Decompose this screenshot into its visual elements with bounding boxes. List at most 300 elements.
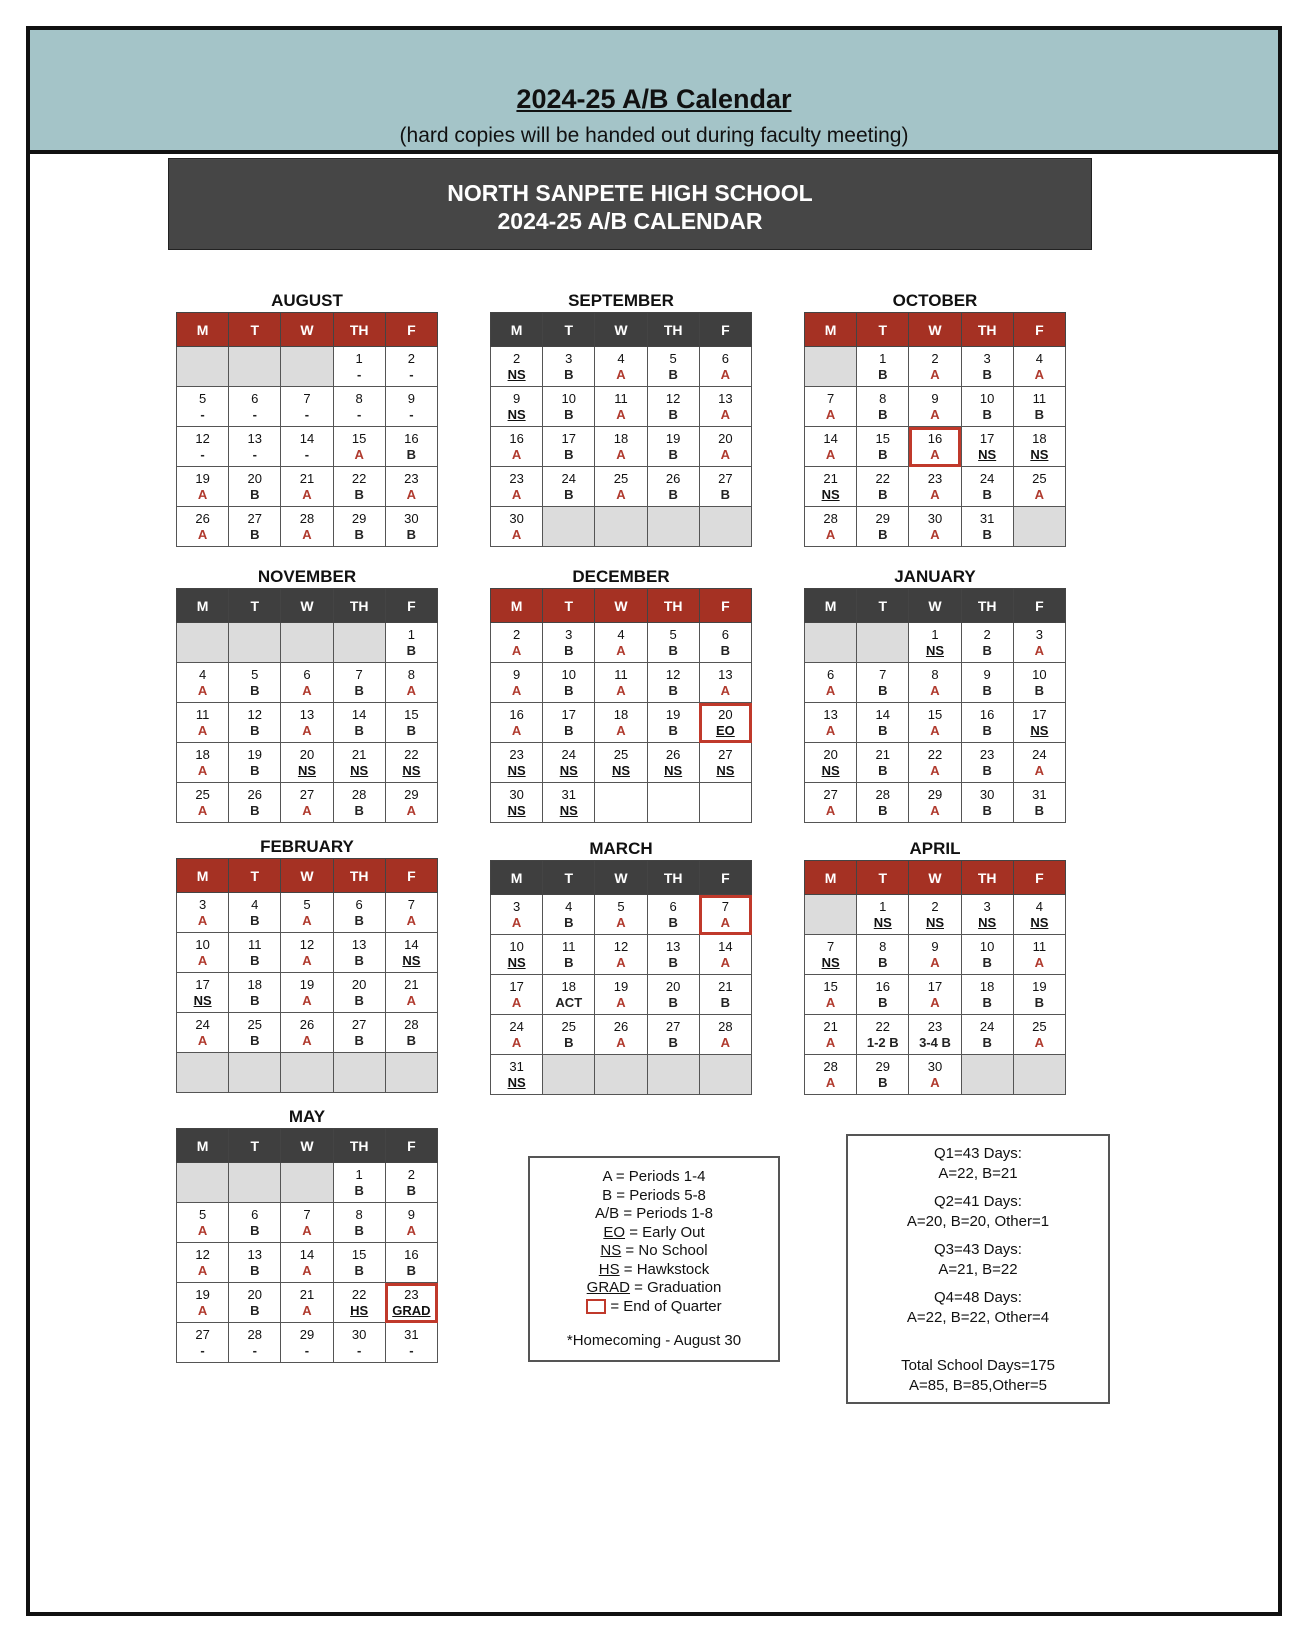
day-cell xyxy=(385,1203,437,1243)
day-cell xyxy=(857,1055,909,1095)
day-cell xyxy=(595,895,647,935)
day-number: 31 xyxy=(1032,786,1047,802)
day-number: 18 xyxy=(195,746,210,762)
day-code: B xyxy=(668,994,678,1010)
month-april xyxy=(804,838,1066,1095)
day-code: NS xyxy=(873,914,892,930)
total-days xyxy=(848,1356,1108,1396)
empty-day-cell xyxy=(177,1053,229,1093)
month-may xyxy=(176,1106,438,1363)
day-cell xyxy=(805,975,857,1015)
day-number: 2 xyxy=(983,626,991,642)
day-code: B xyxy=(354,1262,364,1278)
day-cell xyxy=(543,387,595,427)
day-cell xyxy=(229,1283,281,1323)
day-cell xyxy=(909,427,961,467)
day-code: B xyxy=(406,1032,417,1048)
day-number: 24 xyxy=(979,470,995,486)
month-grid xyxy=(804,588,1066,823)
day-cell xyxy=(177,663,229,703)
day-cell xyxy=(333,663,385,703)
week-row xyxy=(177,623,438,663)
weekday-header: T xyxy=(857,589,909,623)
day-cell xyxy=(281,1203,333,1243)
total-days-detail: A=85, B=85,Other=5 xyxy=(908,1377,1048,1394)
week-row xyxy=(805,347,1066,387)
day-code: A xyxy=(1034,1034,1045,1050)
day-cell xyxy=(857,935,909,975)
school-name: NORTH SANPETE HIGH SCHOOL xyxy=(447,180,813,206)
day-cell xyxy=(909,623,961,663)
day-code: A xyxy=(720,682,731,698)
day-number: 29 xyxy=(299,1326,315,1342)
week-row xyxy=(177,783,438,823)
day-number: 17 xyxy=(1032,706,1047,722)
day-number: 23 xyxy=(404,470,419,486)
day-cell xyxy=(333,743,385,783)
day-code: NS xyxy=(507,762,526,778)
day-code: A xyxy=(720,366,731,382)
legend-grad-text: = Graduation xyxy=(630,1279,722,1296)
day-number: 10 xyxy=(1032,666,1047,682)
day-code: B xyxy=(354,952,364,968)
weekday-header: F xyxy=(385,859,437,893)
day-code: A xyxy=(302,992,312,1008)
day-code: A xyxy=(930,526,940,542)
day-cell xyxy=(333,933,385,973)
day-number: 29 xyxy=(875,1058,891,1074)
day-cell xyxy=(491,347,543,387)
day-number: 20 xyxy=(247,1286,263,1302)
day-code: B xyxy=(878,486,888,502)
day-cell xyxy=(857,387,909,427)
day-code: NS xyxy=(821,486,840,502)
day-number: 25 xyxy=(613,746,629,762)
day-code: A xyxy=(511,446,522,462)
day-code: NS xyxy=(297,762,316,778)
day-number: 10 xyxy=(561,666,577,682)
legend-b: B = Periods 5-8 xyxy=(602,1186,706,1204)
day-code: A xyxy=(354,446,364,462)
day-code: NS xyxy=(716,762,735,778)
day-cell xyxy=(281,467,333,507)
day-code: A xyxy=(930,722,940,738)
day-cell xyxy=(647,975,699,1015)
day-cell xyxy=(857,743,909,783)
blank-day-cell xyxy=(647,783,699,823)
day-code: B xyxy=(354,992,364,1008)
day-code: A xyxy=(616,406,626,422)
day-code: B xyxy=(406,1182,417,1198)
day-number: 5 xyxy=(669,626,677,642)
weekday-header: F xyxy=(699,313,751,347)
day-cell xyxy=(647,387,699,427)
day-cell xyxy=(333,973,385,1013)
banner xyxy=(30,30,1278,154)
quarter-3 xyxy=(848,1240,1108,1280)
day-number: 15 xyxy=(404,706,419,722)
day-cell xyxy=(177,1203,229,1243)
day-code: A xyxy=(930,954,940,970)
day-code: A xyxy=(197,912,208,928)
day-number: 4 xyxy=(198,666,207,682)
day-cell xyxy=(177,1013,229,1053)
legend-hs xyxy=(530,1261,778,1280)
day-code: 3-4 B xyxy=(919,1034,951,1050)
day-number: 24 xyxy=(979,1018,995,1034)
day-cell xyxy=(333,507,385,547)
day-code: NS xyxy=(1030,722,1049,738)
day-number: 24 xyxy=(509,1018,524,1034)
weekday-header: TH xyxy=(333,1129,385,1163)
day-code: B xyxy=(250,526,260,542)
weekday-header: W xyxy=(281,589,333,623)
month-grid xyxy=(176,312,438,547)
day-cell xyxy=(177,507,229,547)
weekday-header: TH xyxy=(333,589,385,623)
day-code: B xyxy=(720,486,731,502)
day-cell xyxy=(699,347,751,387)
legend-ab: A/B = Periods 1-8 xyxy=(595,1205,713,1222)
day-cell xyxy=(961,703,1013,743)
day-number: 21 xyxy=(823,470,838,486)
week-row xyxy=(491,975,752,1015)
week-row xyxy=(805,1055,1066,1095)
day-cell xyxy=(699,467,751,507)
week-row xyxy=(805,467,1066,507)
day-number: 28 xyxy=(404,1016,419,1032)
day-cell xyxy=(961,507,1013,547)
day-cell xyxy=(595,663,647,703)
day-number: 26 xyxy=(613,1018,629,1034)
end-of-quarter-box-icon xyxy=(586,1299,606,1314)
day-code: A xyxy=(511,486,522,502)
day-cell xyxy=(1013,935,1065,975)
day-code: A xyxy=(616,1034,626,1050)
day-code: A xyxy=(825,722,836,738)
day-code: A xyxy=(406,1222,417,1238)
day-code: A xyxy=(616,486,626,502)
day-number: 11 xyxy=(614,666,628,682)
day-cell xyxy=(1013,467,1065,507)
day-code: - xyxy=(356,1342,362,1358)
day-number: 10 xyxy=(195,936,210,952)
weekday-header: TH xyxy=(333,859,385,893)
weekday-header: T xyxy=(857,861,909,895)
day-number: 16 xyxy=(404,430,419,446)
day-cell xyxy=(229,783,281,823)
day-code: B xyxy=(354,1222,364,1238)
day-code: A xyxy=(930,446,940,462)
day-code: A xyxy=(616,914,626,930)
day-cell xyxy=(595,1015,647,1055)
day-code: B xyxy=(668,486,678,502)
day-cell xyxy=(805,1015,857,1055)
day-cell xyxy=(909,467,961,507)
day-cell xyxy=(281,427,333,467)
day-code: B xyxy=(982,1034,992,1050)
day-number: 16 xyxy=(979,706,995,722)
day-number: 9 xyxy=(512,390,521,406)
month-march xyxy=(490,838,752,1095)
empty-day-cell xyxy=(1013,507,1065,547)
day-code: A xyxy=(197,1032,208,1048)
week-row xyxy=(491,467,752,507)
day-cell xyxy=(857,895,909,935)
day-code: B xyxy=(668,366,678,382)
day-code: B xyxy=(406,446,417,462)
weekday-header: TH xyxy=(647,313,699,347)
day-cell xyxy=(909,1015,961,1055)
day-cell xyxy=(909,663,961,703)
day-number: 6 xyxy=(721,626,729,642)
day-number: 14 xyxy=(404,936,419,952)
day-code: B xyxy=(982,642,992,658)
day-code: B xyxy=(878,446,888,462)
day-number: 10 xyxy=(979,390,995,406)
day-number: 22 xyxy=(875,470,891,486)
day-code: A xyxy=(406,992,417,1008)
legend-a: A = Periods 1-4 xyxy=(602,1168,706,1185)
day-cell xyxy=(1013,975,1065,1015)
day-cell xyxy=(961,623,1013,663)
day-number: 28 xyxy=(823,510,838,526)
legend-grad xyxy=(530,1279,778,1298)
day-number: 31 xyxy=(509,1058,524,1074)
day-number: 7 xyxy=(303,1206,311,1222)
day-cell xyxy=(281,893,333,933)
day-cell xyxy=(177,427,229,467)
weekday-header: W xyxy=(281,859,333,893)
day-code: - xyxy=(409,406,414,422)
day-code: NS xyxy=(821,762,840,778)
day-number: 12 xyxy=(195,430,210,446)
weekday-header: W xyxy=(281,1129,333,1163)
day-number: 23 xyxy=(404,1286,419,1302)
day-code: B xyxy=(250,912,260,928)
weekday-header: F xyxy=(1013,861,1065,895)
day-number: 14 xyxy=(299,1246,315,1262)
week-row xyxy=(177,1323,438,1363)
day-cell xyxy=(909,1055,961,1095)
day-cell xyxy=(281,1013,333,1053)
day-cell xyxy=(281,973,333,1013)
quarter-1 xyxy=(848,1144,1108,1184)
day-code: A xyxy=(302,1262,312,1278)
day-cell xyxy=(961,783,1013,823)
month-february xyxy=(176,836,438,1093)
empty-day-cell xyxy=(647,507,699,547)
day-code: B xyxy=(250,682,260,698)
day-number: 30 xyxy=(927,510,943,526)
day-cell xyxy=(961,975,1013,1015)
day-code: B xyxy=(250,992,260,1008)
day-cell xyxy=(333,427,385,467)
day-code: NS xyxy=(978,446,997,462)
day-number: 4 xyxy=(251,896,259,912)
day-code: A xyxy=(406,486,417,502)
day-code: - xyxy=(304,1342,310,1358)
day-code: A xyxy=(302,1222,312,1238)
day-code: B xyxy=(564,486,574,502)
legend-ns-text: = No School xyxy=(621,1242,708,1259)
day-number: 13 xyxy=(299,706,315,722)
weekday-header: M xyxy=(177,1129,229,1163)
day-code: A xyxy=(511,722,522,738)
empty-day-cell xyxy=(805,347,857,387)
day-code: A xyxy=(616,366,626,382)
day-cell xyxy=(229,973,281,1013)
day-cell xyxy=(177,743,229,783)
empty-day-cell xyxy=(961,1055,1013,1095)
week-row xyxy=(177,347,438,387)
day-cell xyxy=(647,663,699,703)
day-cell xyxy=(1013,387,1065,427)
day-code: GRAD xyxy=(392,1302,431,1318)
day-code: A xyxy=(930,802,940,818)
day-cell xyxy=(647,743,699,783)
day-number: 13 xyxy=(247,430,263,446)
day-cell xyxy=(1013,347,1065,387)
day-number: 8 xyxy=(355,1206,363,1222)
day-code: NS xyxy=(821,954,840,970)
day-number: 25 xyxy=(561,1018,577,1034)
week-row xyxy=(491,663,752,703)
day-number: 19 xyxy=(247,746,263,762)
day-number: 10 xyxy=(979,938,995,954)
day-code: B xyxy=(406,722,417,738)
week-row xyxy=(177,933,438,973)
day-number: 26 xyxy=(665,746,681,762)
day-code: B xyxy=(668,722,678,738)
day-number: 28 xyxy=(718,1018,733,1034)
day-code: B xyxy=(982,954,992,970)
day-code: B xyxy=(668,682,678,698)
day-number: 14 xyxy=(875,706,891,722)
day-cell xyxy=(385,743,437,783)
day-cell xyxy=(385,1243,437,1283)
day-number: 21 xyxy=(404,976,419,992)
day-cell xyxy=(491,703,543,743)
week-row xyxy=(805,783,1066,823)
banner-subtitle: (hard copies will be handed out during faculty meeting) xyxy=(399,124,909,147)
empty-day-cell xyxy=(229,347,281,387)
weekday-header: F xyxy=(385,589,437,623)
day-cell xyxy=(1013,623,1065,663)
day-code: A xyxy=(302,682,312,698)
day-cell xyxy=(543,347,595,387)
day-code: EO xyxy=(715,722,735,738)
day-code: NS xyxy=(507,366,526,382)
day-code: B xyxy=(668,406,678,422)
day-code: B xyxy=(564,954,574,970)
day-cell xyxy=(333,783,385,823)
day-number: 12 xyxy=(613,938,629,954)
day-code: A xyxy=(302,526,312,542)
legend-eo-text: = Early Out xyxy=(625,1223,705,1241)
day-number: 18 xyxy=(613,430,629,446)
quarter-2 xyxy=(848,1192,1108,1232)
day-cell xyxy=(543,975,595,1015)
day-code: B xyxy=(354,912,364,928)
day-number: 20 xyxy=(351,976,367,992)
day-code: B xyxy=(878,1074,888,1090)
day-number: 30 xyxy=(927,1058,943,1074)
day-code: - xyxy=(356,406,362,422)
month-title: SEPTEMBER xyxy=(568,291,674,310)
empty-day-cell xyxy=(805,895,857,935)
day-code: B xyxy=(406,642,417,658)
day-cell xyxy=(229,387,281,427)
empty-day-cell xyxy=(333,1053,385,1093)
day-code: A xyxy=(825,1074,836,1090)
day-number: 22 xyxy=(351,1286,367,1302)
day-number: 23 xyxy=(509,470,524,486)
empty-day-cell xyxy=(595,507,647,547)
weekday-header: M xyxy=(177,589,229,623)
day-number: 1 xyxy=(355,350,363,366)
day-cell xyxy=(961,387,1013,427)
day-number: 20 xyxy=(299,746,315,762)
calendar-title: 2024-25 A/B CALENDAR xyxy=(497,208,763,234)
day-number: 22 xyxy=(351,470,367,486)
day-number: 16 xyxy=(875,978,891,994)
day-number: 27 xyxy=(351,1016,367,1032)
day-cell xyxy=(333,1013,385,1053)
day-code: B xyxy=(878,366,888,382)
day-code: B xyxy=(354,682,364,698)
day-code: B xyxy=(250,486,260,502)
day-number: 27 xyxy=(299,786,315,802)
day-code: A xyxy=(1034,954,1045,970)
day-number: 27 xyxy=(718,470,733,486)
day-cell xyxy=(385,387,437,427)
day-cell xyxy=(177,973,229,1013)
month-august xyxy=(176,290,438,547)
weekday-header: M xyxy=(491,589,543,623)
day-cell xyxy=(333,893,385,933)
day-number: 7 xyxy=(721,898,729,914)
day-cell xyxy=(699,387,751,427)
day-cell xyxy=(857,703,909,743)
month-september xyxy=(490,290,752,547)
day-cell xyxy=(699,743,751,783)
week-row xyxy=(177,893,438,933)
day-cell xyxy=(805,703,857,743)
day-cell xyxy=(1013,427,1065,467)
day-cell xyxy=(857,507,909,547)
day-number: 26 xyxy=(195,510,210,526)
day-code: B xyxy=(354,486,364,502)
day-cell xyxy=(385,1283,437,1323)
day-number: 27 xyxy=(195,1326,210,1342)
week-row xyxy=(177,663,438,703)
empty-day-cell xyxy=(385,1053,437,1093)
day-number: 13 xyxy=(823,706,838,722)
day-cell xyxy=(805,507,857,547)
day-cell xyxy=(177,893,229,933)
week-row xyxy=(805,387,1066,427)
day-number: 24 xyxy=(561,470,577,486)
day-number: 5 xyxy=(669,350,677,366)
day-cell xyxy=(177,1283,229,1323)
weekday-header: F xyxy=(385,1129,437,1163)
day-number: 11 xyxy=(614,390,628,406)
day-code: A xyxy=(616,994,626,1010)
month-grid xyxy=(176,1128,438,1363)
day-number: 14 xyxy=(299,430,315,446)
week-row xyxy=(491,1015,752,1055)
